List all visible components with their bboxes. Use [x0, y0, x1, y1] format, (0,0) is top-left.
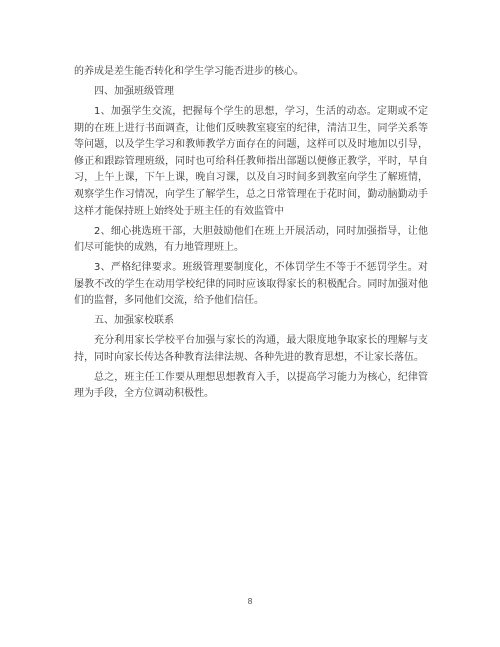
paragraph-discipline: 3、严格纪律要求。班级管理要制度化，不体罚学生不等于不惩罚学生。对屡教不改的学生在动用学校纪律的同时应该取得家长的积极配合。同时加强对他们的监督，多同他们交流，给予他们信任。: [74, 262, 428, 307]
document-body: [74, 64, 428, 406]
paragraph-parent-school: 充分利用家长学校平台加强与家长的沟通，最大限度地争取家长的理解与支持，同时向家长传达各种教育法律法规、各种先进的教育思想，不让家长落伍。: [74, 335, 428, 363]
section-heading-class-management: 四、加强班级管理: [94, 85, 174, 97]
paragraph-conclusion: 总之，班主任工作要从理想思想教育入手，以提高学习能力为核心，纪律管理为手段，全方位调动积极性。: [74, 371, 428, 400]
section-heading-home-school: 五、加强家校联系: [94, 315, 174, 327]
paragraph-continuation: 的养成是差生能否转化和学生学习能否进步的核心。: [74, 66, 304, 77]
paragraph-class-cadres: 2、细心挑选班干部，大胆鼓励他们在班上开展活动，同时加强指导，让他们尽可能快的成熟，有力地管理班上。: [74, 225, 428, 254]
page-number: 8: [247, 597, 253, 606]
paragraph-student-communication: 1、加强学生交流，把握每个学生的思想，学习，生活的动态。定期或不定期的在班上进行书面调查，让他们反映教室寝室的纪律，清洁卫生，同学关系等等问题，以及学生学习和教师教学方面存在的问题，这样可以及时地加以引导，修正和跟踪管理班级，同时也可给科任教师指出部题以便修正教学，平时，早自习，上午上课，下午上课，晚自习课，以及自习时间多到教室向学生了解班情，观察学生作习情况，向学生了解学生，总之日常管理在于花时间，勤动脑勤动手这样才能保持班上始终处于班主任的有效监管中: [74, 105, 428, 217]
